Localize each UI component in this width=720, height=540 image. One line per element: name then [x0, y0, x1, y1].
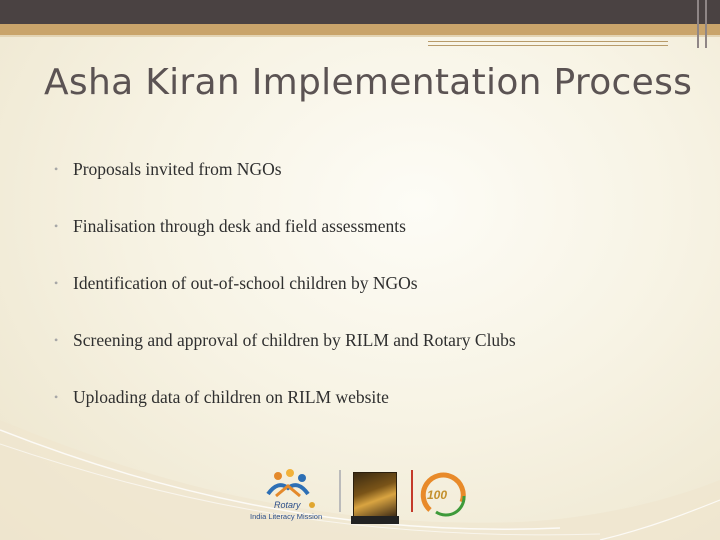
bullet-text: Identification of out-of-school children by NGOs	[73, 273, 418, 293]
centenary-logo-number: 100	[427, 488, 448, 502]
footer-logos	[250, 466, 470, 528]
top-gold-band	[0, 24, 720, 35]
top-dark-band	[0, 0, 720, 24]
bullet-item	[54, 141, 516, 198]
rilm-logo-tagline: India Literacy Mission	[250, 512, 323, 521]
top-divider-line	[0, 35, 720, 37]
logo-separator	[411, 470, 413, 512]
decorative-line	[428, 45, 668, 46]
bullet-dot-icon: •	[54, 219, 59, 233]
slide-title: Asha Kiran Implementation Process	[44, 62, 693, 103]
bullet-dot-icon: •	[54, 333, 59, 347]
bullet-item	[54, 312, 516, 369]
bullet-text: Screening and approval of children by RILM and Rotary Clubs	[73, 330, 516, 350]
decorative-line	[428, 41, 668, 42]
decorative-bar	[705, 0, 707, 48]
bullet-text: Uploading data of children on RILM website	[73, 387, 389, 407]
bullet-text: Proposals invited from NGOs	[73, 159, 282, 179]
bullet-list	[54, 141, 516, 426]
logo-separator	[339, 470, 341, 512]
rilm-logo-word: Rotary	[274, 500, 301, 510]
bullet-dot-icon: •	[54, 276, 59, 290]
decorative-bar	[697, 0, 699, 48]
event-photo-caption	[351, 516, 399, 524]
bullet-dot-icon: •	[54, 390, 59, 404]
bullet-dot-icon: •	[54, 162, 59, 176]
bullet-text: Finalisation through desk and field assessments	[73, 216, 406, 236]
bullet-item	[54, 255, 516, 312]
event-photo-image	[353, 472, 397, 518]
bullet-item	[54, 198, 516, 255]
